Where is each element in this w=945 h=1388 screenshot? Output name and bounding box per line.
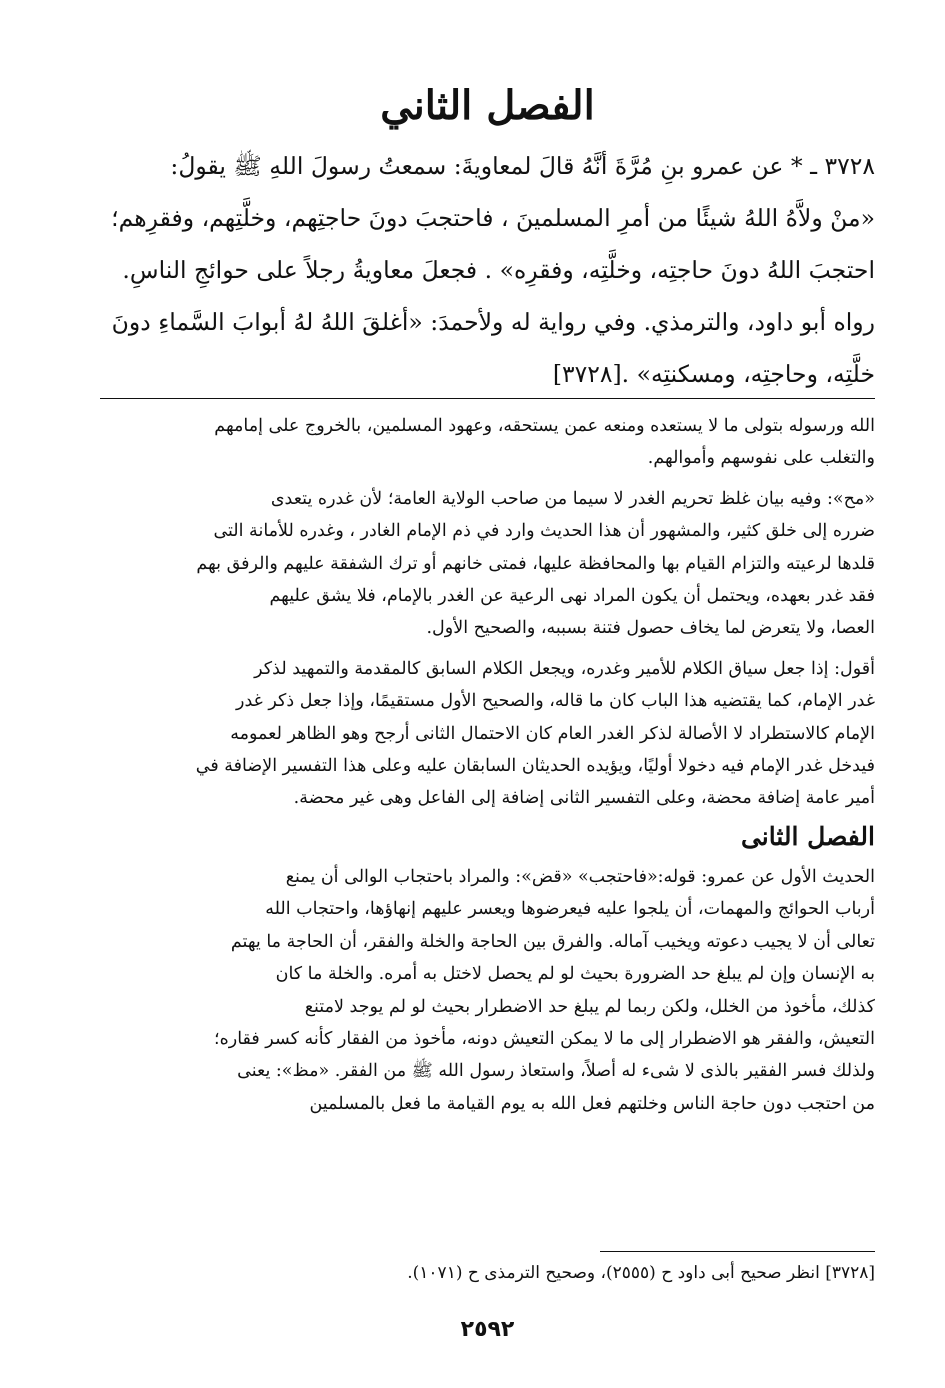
hadith-line: «منْ ولاَّهُ اللهُ شيئًا من أمرِ المسلمينَ ، فاحتجبَ دونَ حاجتِهم، وخلَّتِهم، وفقرِهم؛ [111,204,875,232]
text-line: التعيش، والفقر هو الاضطرار إلى ما لا يمكن التعيش دونه، مأخوذ من الفقار كأنه كسر فقاره؛ [214,1028,875,1049]
hadith-line: خلَّتِه، وحاجتِه، ومسكنتِه» .[٣٧٢٨] [552,360,875,388]
text-line: كذلك، مأخوذ من الخلل، ولكن ربما لم يبلغ حد الاضطرار بحيث لو لم يوجد لامتنع [304,996,875,1017]
text-line: العصا، ولا يتعرض لما يخاف حصول فتنة بسببه، والصحيح الأول. [426,618,875,639]
commentary-paragraph [100,410,875,475]
text-line: أمير عامة إضافة محضة، وعلى التفسير الثانى إضافة إلى الفاعل وهى غير محضة. [293,788,875,809]
text-line: «مح»: وفيه بيان غلظ تحريم الغدر لا سيما من صاحب الولاية العامة؛ لأن غدره يتعدى [270,488,875,509]
separator-rule [100,398,875,399]
hadith-line: ٣٧٢٨ ـ * عن عمرو بنِ مُرَّةَ أنَّهُ قالَ لمعاويةَ: سمعتُ رسولَ اللهِ ﷺ يقولُ: [170,152,875,180]
hadith-line: احتجبَ اللهُ دونَ حاجتِه، وخلَّتِه، وفقرِه» . فجعلَ معاويةُ رجلاً على حوائجِ الناسِ. [122,256,875,284]
document-page [100,0,875,1388]
commentary-subheading: الفصل الثانى [740,821,875,851]
text-line: الإمام كالاستطراد لا الأصالة لذكر الغدر العام كان الاحتمال الثانى أرجح وهو الظاهر لعمومه [230,723,875,744]
text-line: والتغلب على نفوسهم وأموالهم. [647,448,875,469]
footnote: [٣٧٢٨] انظر صحيح أبى داود ح (٢٥٥٥)، وصحيح الترمذى ح (١٠٧١). [407,1263,875,1283]
commentary-text [100,410,875,1120]
footnote-rule [600,1251,875,1252]
text-line: من احتجب دون حاجة الناس وخلتهم فعل الله به يوم القيامة ما فعل بالمسلمين [309,1093,875,1114]
text-line: فقد غدر بعهده، ويحتمل أن يكون المراد نهى الرعية عن الغدر بالإمام، فلا يشق عليهم [269,586,875,607]
hadith-line: رواه أبو داود، والترمذي. وفي رواية له ولأحمدَ: «أغلقَ اللهُ لهُ أبوابَ السَّماءِ دونَ [111,308,875,336]
page-number: ٢٥٩٢ [460,1317,515,1342]
text-line: الحديث الأول عن عمرو: قوله:«فاحتجب» «قض»: والمراد باحتجاب الوالى أن يمنع [285,866,875,887]
text-line: أرباب الحوائج والمهمات، أن يلجوا عليه فيعرضوها ويعسر عليهم إنهاؤها، واحتجاب الله [265,899,875,920]
text-line: الله ورسوله بتولى ما لا يستعده ومنعه عمن يستحقه، وعهود المسلمين، بالخروج على إمامهم [214,416,875,436]
commentary-paragraph [100,861,875,1120]
text-line: تعالى أن لا يجيب دعوته ويخيب آماله. والفرق بين الحاجة والخلة والفقر، أن الحاجة ما يهتم [230,931,875,952]
section-title: الفصل الثاني [380,82,595,129]
text-line: ضرره إلى خلق كثير، والمشهور أن هذا الحديث وارد في ذم الإمام الغادر ، وغدره للأمانة التى [213,521,875,542]
hadith-text [100,140,875,400]
text-line: به الإنسان وإن لم يبلغ حد الضرورة بحيث لو لم يحصل لاختل به أمره. والخلة ما كان [275,964,875,985]
text-line: غدر الإمام، كما يقتضيه هذا الباب كان ما قاله، والصحيح الأول مستقيمًا، وإذا جعل ذكر غدر [236,691,875,712]
text-line: فيدخل غدر الإمام فيه دخولا أوليًا، ويؤيده الحديثان السابقان عليه وعلى هذا التفسير الإضافة في [195,756,875,777]
commentary-paragraph [100,653,875,815]
text-line: أقول: إذا جعل سياق الكلام للأمير وغدره، ويجعل الكلام السابق كالمقدمة والتمهيد لذكر [254,658,875,679]
text-line: قلدها لرعيته والتزام القيام بها والمحافظة عليها، فمتى خانهم أو ترك الشفقة عليهم والرفق بهم [196,553,875,574]
text-line: ولذلك فسر الفقير بالذى لا شىء له أصلاً، واستعاذ رسول الله ﷺ من الفقر. «مظ»: يعنى [237,1061,875,1082]
commentary-paragraph [100,483,875,645]
